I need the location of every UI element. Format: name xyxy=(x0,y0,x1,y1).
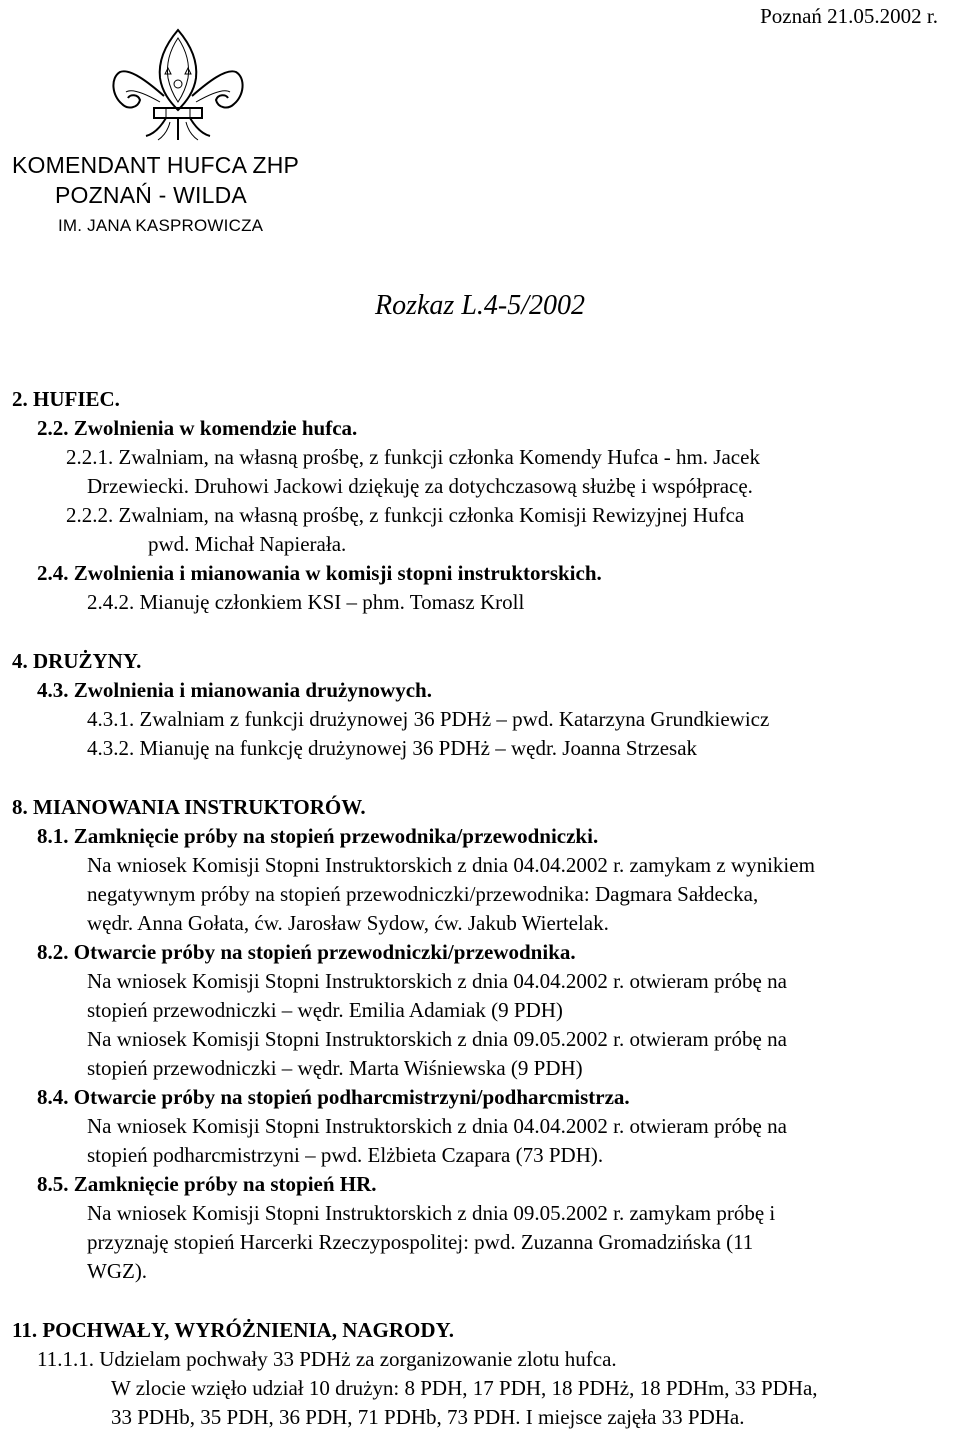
subsection-heading: 2.4. Zwolnienia i mianowania w komisji stopni instruktorskich. xyxy=(37,561,602,585)
paragraph-line: Drzewiecki. Druhowi Jackowi dziękuję za dotychczasową służbę i współpracę. xyxy=(87,474,753,498)
section-heading: 8. MIANOWANIA INSTRUKTORÓW. xyxy=(12,795,366,819)
section-heading: 11. POCHWAŁY, WYRÓŻNIENIA, NAGRODY. xyxy=(12,1318,455,1342)
paragraph-line: 4.3.2. Mianuję na funkcję drużynowej 36 PDHż – wędr. Joanna Strzesak xyxy=(87,736,698,760)
paragraph-line: 4.3.1. Zwalniam z funkcji drużynowej 36 PDHż – pwd. Katarzyna Grundkiewicz xyxy=(87,707,770,731)
paragraph-line: W zlocie wzięło udział 10 drużyn: 8 PDH, 17 PDH, 18 PDHż, 18 PDHm, 33 PDHa, xyxy=(111,1376,818,1400)
paragraph-line: 2.2.2. Zwalniam, na własną prośbę, z funkcji członka Komisji Rewizyjnej Hufca xyxy=(66,503,745,527)
paragraph-line: negatywnym próby na stopień przewodniczki/przewodnika: Dagmara Sałdecka, xyxy=(87,882,759,906)
subsection-heading: 8.5. Zamknięcie próby na stopień HR. xyxy=(37,1172,377,1196)
subsection-heading: 8.2. Otwarcie próby na stopień przewodniczki/przewodnika. xyxy=(37,940,576,964)
subsection-heading: 8.1. Zamknięcie próby na stopień przewodnika/przewodniczki. xyxy=(37,824,599,848)
subsection-heading: 2.2. Zwolnienia w komendzie hufca. xyxy=(37,416,358,440)
paragraph-line: Na wniosek Komisji Stopni Instruktorskich z dnia 09.05.2002 r. zamykam próbę i xyxy=(87,1201,776,1225)
document-date: Poznań 21.05.2002 r. xyxy=(760,4,938,28)
paragraph-line: stopień przewodniczki – wędr. Emilia Adamiak (9 PDH) xyxy=(87,998,563,1022)
paragraph-line: 2.4.2. Mianuję członkiem KSI – phm. Tomasz Kroll xyxy=(87,590,525,614)
paragraph-line: Na wniosek Komisji Stopni Instruktorskich z dnia 04.04.2002 r. otwieram próbę na xyxy=(87,969,787,993)
paragraph-line: WGZ). xyxy=(87,1259,148,1283)
paragraph-line: Na wniosek Komisji Stopni Instruktorskich z dnia 09.05.2002 r. otwieram próbę na xyxy=(87,1027,787,1051)
subsection-heading: 4.3. Zwolnienia i mianowania drużynowych. xyxy=(37,678,432,702)
paragraph-line: 33 PDHb, 35 PDH, 36 PDH, 71 PDHb, 73 PDH. I miejsce zajęła 33 PDHa. xyxy=(111,1405,745,1429)
section-heading: 4. DRUŻYNY. xyxy=(12,649,142,673)
section-heading: 2. HUFIEC. xyxy=(12,387,120,411)
org-name-line2: POZNAŃ - WILDA xyxy=(55,182,247,208)
paragraph-line: pwd. Michał Napierała. xyxy=(148,532,347,556)
paragraph-line: stopień przewodniczki – wędr. Marta Wiśniewska (9 PDH) xyxy=(87,1056,583,1080)
paragraph-line: przyznaję stopień Harcerki Rzeczypospolitej: pwd. Zuzanna Gromadzińska (11 xyxy=(87,1230,754,1254)
org-name-line1: KOMENDANT HUFCA ZHP xyxy=(12,152,300,178)
org-name-line3: IM. JANA KASPROWICZA xyxy=(58,216,264,235)
paragraph-line: Na wniosek Komisji Stopni Instruktorskich z dnia 04.04.2002 r. zamykam z wynikiem xyxy=(87,853,815,877)
document-title: Rozkaz L.4-5/2002 xyxy=(375,290,585,321)
paragraph-line: Na wniosek Komisji Stopni Instruktorskich z dnia 04.04.2002 r. otwieram próbę na xyxy=(87,1114,787,1138)
subsection-heading: 8.4. Otwarcie próby na stopień podharcmistrzyni/podharcmistrza. xyxy=(37,1085,630,1109)
paragraph-line: stopień podharcmistrzyni – pwd. Elżbieta Czapara (73 PDH). xyxy=(87,1143,604,1167)
paragraph-line: 11.1.1. Udzielam pochwały 33 PDHż za zorganizowanie zlotu hufca. xyxy=(37,1347,617,1371)
fleur-de-lis-icon xyxy=(108,22,248,150)
paragraph-line: wędr. Anna Gołata, ćw. Jarosław Sydow, ćw. Jakub Wiertelak. xyxy=(87,911,609,935)
paragraph-line: 2.2.1. Zwalniam, na własną prośbę, z funkcji członka Komendy Hufca - hm. Jacek xyxy=(66,445,760,469)
